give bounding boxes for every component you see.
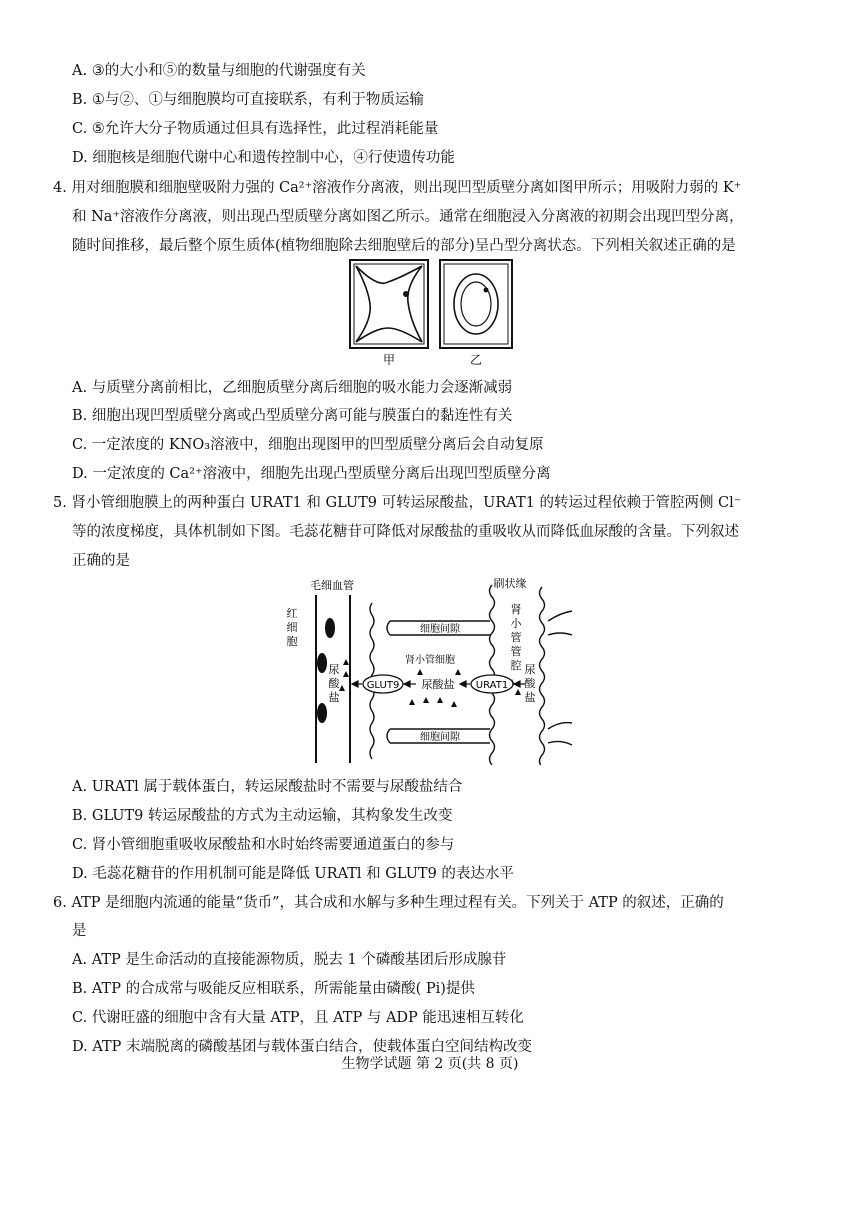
q3-option-b: B. ①与②、①与细胞膜均可直接联系，有利于物质运输 — [72, 92, 424, 108]
q4-option-c: C. 一定浓度的 KNO₃溶液中，细胞出现图甲的凹型质壁分离后会自动复原 — [72, 437, 544, 453]
brush-border-label: 刷状缘 — [493, 577, 527, 590]
rbc-label-3: 胞 — [286, 635, 298, 648]
lumen-label-3: 管 — [510, 631, 522, 644]
urate-left-3: 盐 — [328, 691, 340, 704]
q4-stem-line-2: 和 Na⁺溶液作分离液，则出现凸型质壁分离如图乙所示。通常在细胞浸入分离液的初期会出现凹型分离， — [72, 209, 744, 225]
lumen-label-1: 肾 — [510, 603, 522, 616]
urate-right-2: 酸 — [524, 677, 536, 690]
q5-option-c: C. 肾小管细胞重吸收尿酸盐和水时始终需要通道蛋白的参与 — [72, 837, 455, 853]
q6-option-a: A. ATP 是生命活动的直接能源物质，脱去 1 个磷酸基团后形成腺苷 — [72, 952, 507, 968]
q5-option-a: A. URATl 属于载体蛋白，转运尿酸盐时不需要与尿酸盐结合 — [72, 779, 463, 795]
rbc-label-1: 红 — [286, 607, 298, 620]
q6-option-c: C. 代谢旺盛的细胞中含有大量 ATP，且 ATP 与 ADP 能迅速相互转化 — [72, 1010, 524, 1026]
label-yi: 乙 — [469, 353, 483, 367]
label-jia: 甲 — [382, 353, 396, 367]
urate-right-1: 尿 — [524, 663, 536, 676]
red-blood-cell — [325, 618, 335, 638]
q4-option-a: A. 与质壁分离前相比，乙细胞质壁分离后细胞的吸水能力会逐渐减弱 — [72, 380, 513, 396]
q6-option-b: B. ATP 的合成常与吸能反应相联系，所需能量由磷酸( Pi)提供 — [72, 981, 475, 997]
q5-option-d: D. 毛蕊花糖苷的作用机制可能是降低 URATl 和 GLUT9 的表达水平 — [72, 866, 514, 882]
q5-stem-line-3: 正确的是 — [72, 553, 130, 569]
q4-stem-line-1: 4. 用对细胞膜和细胞壁吸附力强的 Ca²⁺溶液作分离液，则出现凹型质壁分离如图甲所示；用吸附力弱的 K⁺ — [53, 180, 742, 196]
tubule-cell-label: 肾小管细胞 — [405, 655, 455, 666]
q3-option-a: A. ③的大小和⑤的数量与细胞的代谢强度有关 — [72, 63, 366, 79]
rbc-label-2: 细 — [286, 621, 298, 634]
q4-option-b: B. 细胞出现凹型质壁分离或凸型质壁分离可能与膜蛋白的黏连性有关 — [72, 408, 513, 424]
q6-stem-line-2: 是 — [72, 923, 87, 939]
lumen-label-2: 小 — [510, 617, 522, 630]
q3-option-d: D. 细胞核是细胞代谢中心和遗传控制中心，④行使遗传功能 — [72, 150, 455, 166]
plasmolysis-figure — [348, 258, 538, 368]
capillary-label: 毛细血管 — [310, 579, 354, 592]
urate-left-2: 酸 — [328, 677, 340, 690]
urate-center-label: 尿酸盐 — [421, 678, 455, 691]
lumen-label-5: 腔 — [510, 659, 522, 672]
urat1-label: URAT1 — [475, 680, 509, 691]
q6-option-d: D. ATP 末端脱离的磷酸基团与载体蛋白结合，使载体蛋白空间结构改变 — [72, 1039, 533, 1055]
urate-transport-diagram — [280, 573, 580, 765]
red-blood-cell — [317, 703, 327, 723]
q6-stem-line-1: 6. ATP 是细胞内流通的能量“货币”，其合成和水解与多种生理过程有关。下列关于 ATP 的叙述，正确的 — [53, 895, 724, 911]
page-footer: 生物学试题 第 2 页(共 8 页) — [341, 1056, 519, 1072]
glut9-label: GLUT9 — [366, 680, 400, 691]
urate-right-3: 盐 — [524, 691, 536, 704]
q3-option-c: C. ⑤允许大分子物质通过但具有选择性，此过程消耗能量 — [72, 121, 439, 137]
q5-stem-line-2: 等的浓度梯度，具体机制如下图。毛蕊花糖苷可降低对尿酸盐的重吸收从而降低血尿酸的含量。下列叙述 — [72, 524, 739, 540]
cell-gap-top: 细胞间隙 — [420, 624, 460, 635]
cell-gap-bottom: 细胞间隙 — [420, 732, 460, 743]
q5-stem-line-1: 5. 肾小管细胞膜上的两种蛋白 URAT1 和 GLUT9 可转运尿酸盐，URAT1 的转运过程依赖于管腔两侧 Cl⁻ — [53, 495, 742, 511]
q4-option-d: D. 一定浓度的 Ca²⁺溶液中，细胞先出现凸型质壁分离后出现凹型质壁分离 — [72, 466, 551, 482]
urate-triangles-left — [339, 659, 349, 691]
cell-jia — [350, 260, 428, 348]
lumen-label-4: 管 — [510, 645, 522, 658]
q5-option-b: B. GLUT9 转运尿酸盐的方式为主动运输，其构象发生改变 — [72, 808, 453, 824]
cell-yi — [440, 260, 512, 348]
red-blood-cell — [317, 653, 327, 673]
q4-stem-line-3: 随时间推移，最后整个原生质体(植物细胞除去细胞壁后的部分)呈凸型分离状态。下列相关叙述正确的是 — [72, 238, 736, 254]
urate-left-1: 尿 — [328, 663, 340, 676]
